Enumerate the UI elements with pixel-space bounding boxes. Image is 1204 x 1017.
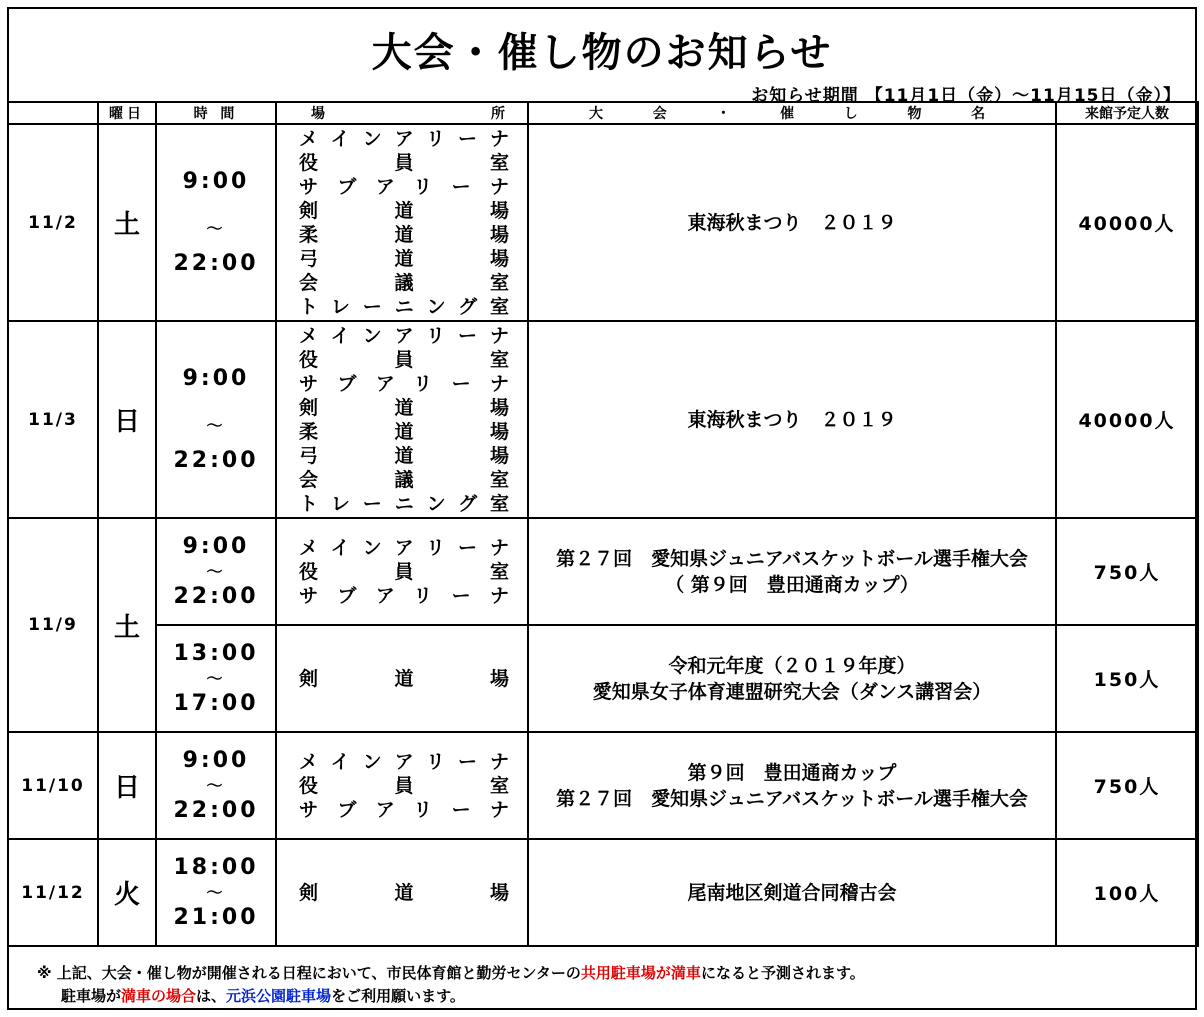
- time-cell: [156, 124, 276, 321]
- venue-item: 役員室: [299, 774, 509, 797]
- event-cell: [528, 124, 1056, 321]
- time-cell: [156, 518, 276, 625]
- header-event-char: 会: [652, 106, 690, 122]
- time-range-tilde: ～: [206, 668, 226, 688]
- header-event: [528, 102, 1056, 124]
- table-row: [8, 124, 1198, 321]
- footnote-line-2: 駐車場が満車の場合は、元浜公園駐車場をご利用願います。: [61, 987, 465, 1005]
- venue-cell: [276, 732, 528, 839]
- notice-period: お知らせ期間 【11月1日（金）～11月15日（金）】: [751, 86, 1181, 106]
- venue-item: 剣道場: [299, 667, 509, 690]
- venue-cell: [276, 839, 528, 946]
- header-event-char: し: [843, 106, 881, 122]
- venue-item: サブアリーナ: [299, 175, 509, 198]
- venue-item: サブアリーナ: [299, 372, 509, 395]
- venue-cell: [276, 321, 528, 518]
- header-place-right: 所: [491, 106, 509, 122]
- expected-visitors-cell: 750人: [1056, 732, 1198, 839]
- venue-item: 弓道場: [299, 444, 509, 467]
- venue-cell: [276, 518, 528, 625]
- page-title: 大会・催し物のお知らせ: [371, 30, 833, 76]
- date-cell: 11/3: [8, 321, 98, 518]
- end-time: 22:00: [173, 250, 259, 276]
- end-time: 21:00: [173, 904, 259, 930]
- event-name-line: （ 第９回 豊田通商カップ）: [665, 573, 919, 596]
- venue-item: サブアリーナ: [299, 798, 509, 821]
- date-cell: 11/12: [8, 839, 98, 946]
- footnote: [37, 962, 865, 1008]
- header-time: 時 間: [156, 102, 276, 124]
- highlight-red: 共用駐車場が満車: [580, 964, 701, 982]
- table-row: [8, 732, 1198, 839]
- event-name-line: 東海秋まつり ２０１９: [687, 408, 897, 431]
- start-time: 9:00: [182, 168, 250, 194]
- event-name-line: 愛知県女子体育連盟研究大会（ダンス講習会）: [592, 680, 992, 703]
- highlight-blue: 元浜公園駐車場: [226, 987, 332, 1005]
- venue-item: 会議室: [299, 271, 509, 294]
- venue-item: トレーニング室: [299, 492, 509, 515]
- expected-visitors-cell: 40000人: [1056, 321, 1198, 518]
- header-event-char: ・: [716, 106, 753, 122]
- header-place-left: 場: [311, 106, 329, 122]
- venue-item: 役員室: [299, 348, 509, 371]
- event-cell: [528, 625, 1056, 732]
- header-date: [8, 102, 98, 124]
- venue-item: サブアリーナ: [299, 584, 509, 607]
- header-dow: 曜日: [98, 102, 156, 124]
- event-cell: [528, 518, 1056, 625]
- start-time: 18:00: [173, 854, 259, 880]
- day-of-week-cell: 火: [98, 839, 156, 946]
- expected-visitors-cell: 750人: [1056, 518, 1198, 625]
- header-place: [276, 102, 528, 124]
- expected-visitors-cell: 100人: [1056, 839, 1198, 946]
- date-cell: 11/2: [8, 124, 98, 321]
- time-range-tilde: ～: [206, 882, 226, 902]
- table-row: [8, 625, 1198, 732]
- event-name-line: 東海秋まつり ２０１９: [687, 211, 897, 234]
- venue-item: 役員室: [299, 151, 509, 174]
- time-cell: [156, 321, 276, 518]
- venue-item: メインアリーナ: [299, 127, 509, 150]
- header-event-char: 催: [780, 106, 817, 122]
- notice-sheet: [7, 7, 1197, 1010]
- start-time: 13:00: [173, 640, 259, 666]
- date-cell: 11/10: [8, 732, 98, 839]
- time-range-tilde: ～: [206, 415, 226, 435]
- event-name-line: 第９回 豊田通商カップ: [687, 761, 897, 784]
- start-time: 9:00: [182, 365, 250, 391]
- event-name-line: 令和元年度（２０１９年度）: [668, 654, 916, 677]
- table-row: [8, 839, 1198, 946]
- highlight-red: 満車の場合: [121, 987, 197, 1005]
- expected-visitors-cell: 150人: [1056, 625, 1198, 732]
- end-time: 22:00: [173, 583, 259, 609]
- schedule-table: [7, 101, 1199, 947]
- venue-item: メインアリーナ: [299, 324, 509, 347]
- expected-visitors-cell: 40000人: [1056, 124, 1198, 321]
- venue-cell: [276, 625, 528, 732]
- time-cell: [156, 839, 276, 946]
- table-row: [8, 518, 1198, 625]
- venue-item: メインアリーナ: [299, 536, 509, 559]
- venue-item: 柔道場: [299, 223, 509, 246]
- end-time: 22:00: [173, 797, 259, 823]
- venue-item: 剣道場: [299, 881, 509, 904]
- event-name-line: 第２７回 愛知県ジュニアバスケットボール選手権大会: [556, 787, 1028, 810]
- header-count: 来館予定人数: [1056, 102, 1198, 124]
- day-of-week-cell: 土: [98, 124, 156, 321]
- header-event-char: 大: [589, 106, 626, 122]
- venue-cell: [276, 124, 528, 321]
- end-time: 22:00: [173, 447, 259, 473]
- venue-item: メインアリーナ: [299, 750, 509, 773]
- table-row: [8, 321, 1198, 518]
- footnote-line-1: ※ 上記、大会・催し物が開催される日程において、市民体育館と勤労センターの共用駐車場が満車になると予測されます。: [37, 964, 865, 982]
- table-header-row: [8, 102, 1198, 124]
- time-range-tilde: ～: [206, 775, 226, 795]
- venue-item: 柔道場: [299, 420, 509, 443]
- event-cell: [528, 839, 1056, 946]
- venue-item: 弓道場: [299, 247, 509, 270]
- event-cell: [528, 732, 1056, 839]
- time-range-tilde: ～: [206, 561, 226, 581]
- start-time: 9:00: [182, 533, 250, 559]
- event-name-line: 第２７回 愛知県ジュニアバスケットボール選手権大会: [556, 547, 1028, 570]
- time-cell: [156, 625, 276, 732]
- venue-item: 剣道場: [299, 396, 509, 419]
- day-of-week-cell: 日: [98, 732, 156, 839]
- venue-item: トレーニング室: [299, 295, 509, 318]
- day-of-week-cell: 土: [98, 518, 156, 732]
- time-cell: [156, 732, 276, 839]
- venue-item: 役員室: [299, 560, 509, 583]
- venue-item: 剣道場: [299, 199, 509, 222]
- day-of-week-cell: 日: [98, 321, 156, 518]
- start-time: 9:00: [182, 747, 250, 773]
- date-cell: 11/9: [8, 518, 98, 732]
- venue-item: 会議室: [299, 468, 509, 491]
- event-name-line: 尾南地区剣道合同稽古会: [687, 881, 897, 904]
- time-range-tilde: ～: [206, 218, 226, 238]
- header-event-char: 物: [907, 106, 944, 122]
- header-event-char: 名: [971, 106, 986, 122]
- event-cell: [528, 321, 1056, 518]
- end-time: 17:00: [173, 690, 259, 716]
